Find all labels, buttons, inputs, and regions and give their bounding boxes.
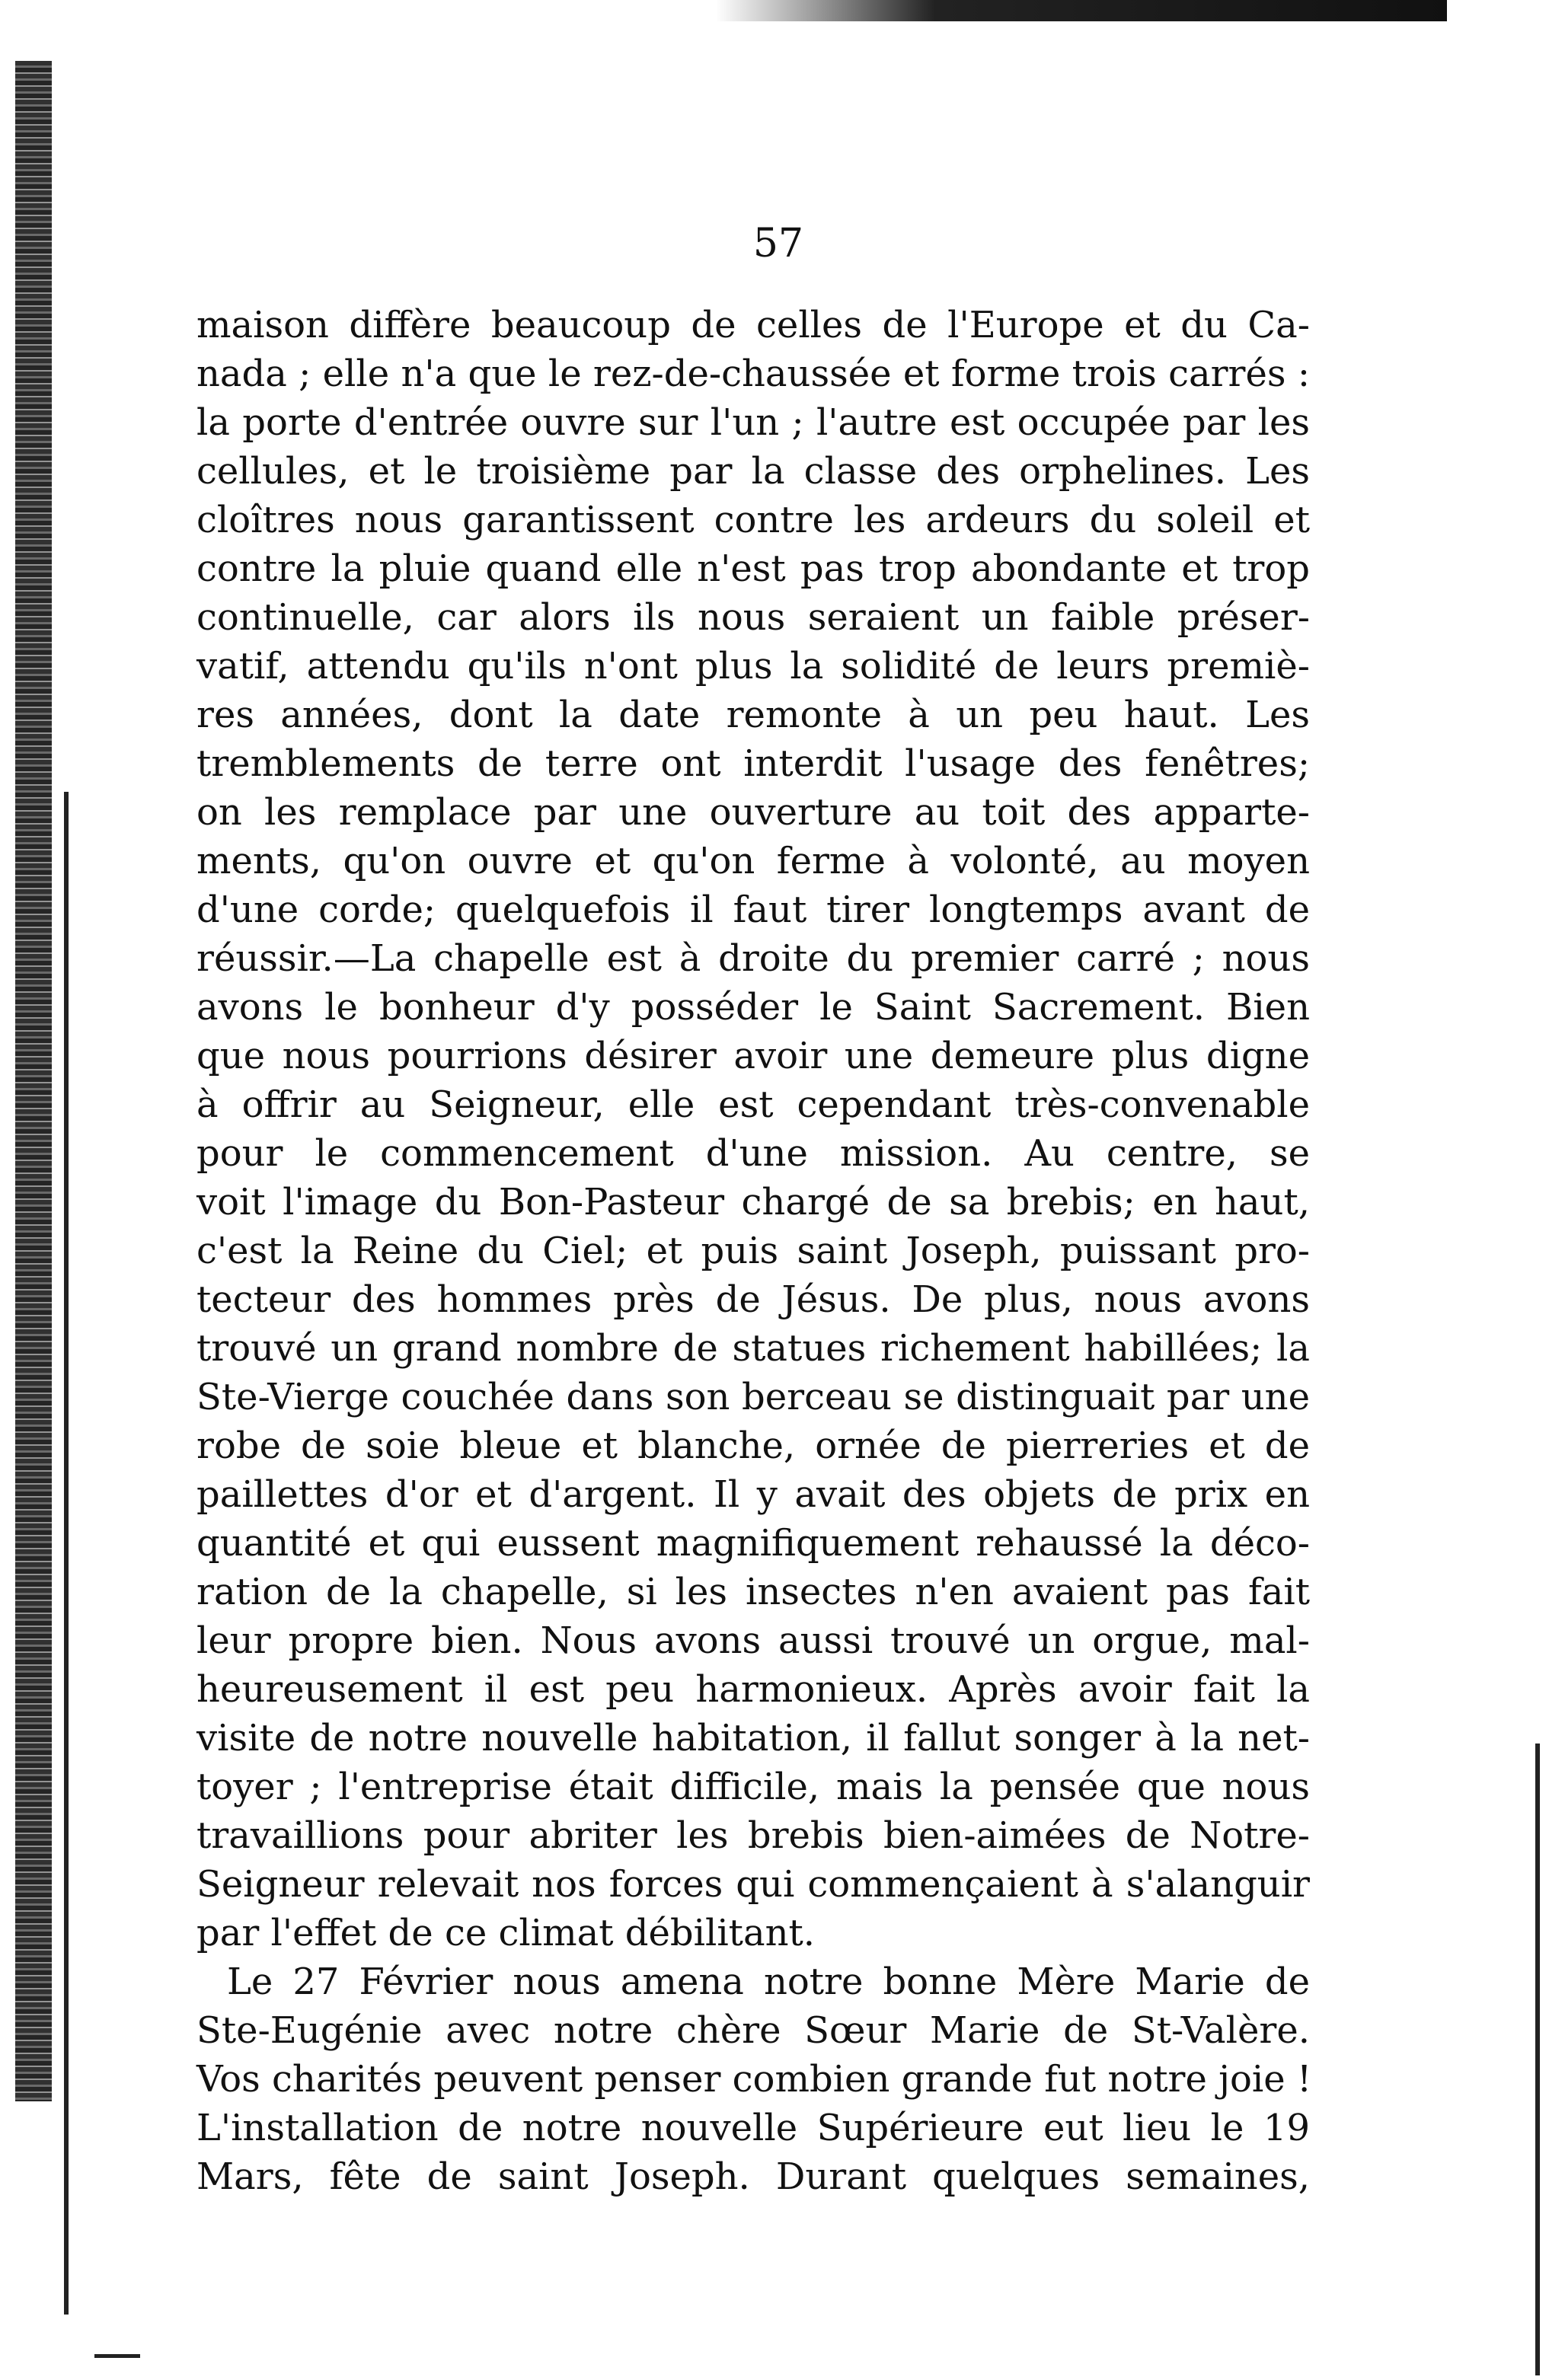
page-number: 57 [752, 221, 804, 266]
text-line: voit l'image du Bon-Pasteur chargé de sa brebis; en haut, [196, 1181, 1310, 1223]
text-line: cellules, et le troisième par la classe des orphelines. Les [196, 450, 1310, 493]
scan-artifact-left-edge [15, 61, 52, 2101]
text-line: quantité et qui eussent magnifiquement rehaussé la déco- [196, 1522, 1310, 1565]
scan-artifact-right-line [1535, 1744, 1540, 2375]
text-line: Mars, fête de saint Joseph. Durant quelques semaines, [196, 2155, 1310, 2198]
text-line: travaillions pour abriter les brebis bien-aimées de Notre- [196, 1814, 1310, 1857]
text-line: Seigneur relevait nos forces qui commençaient à s'alanguir [196, 1863, 1310, 1906]
text-line: que nous pourrions désirer avoir une demeure plus digne [196, 1035, 1310, 1077]
text-line: ments, qu'on ouvre et qu'on ferme à volonté, au moyen [196, 840, 1310, 882]
text-line: trouvé un grand nombre de statues richement habillées; la [196, 1327, 1310, 1370]
text-line: tecteur des hommes près de Jésus. De plus, nous avons [196, 1278, 1310, 1321]
text-line: réussir.—La chapelle est à droite du premier carré ; nous [196, 937, 1310, 980]
text-line: Ste-Vierge couchée dans son berceau se distinguait par une [196, 1376, 1310, 1418]
text-line: pour le commencement d'une mission. Au centre, se [196, 1132, 1310, 1175]
body-text [196, 301, 1310, 2201]
text-line: Ste-Eugénie avec notre chère Sœur Marie de St-Valère. [196, 2009, 1310, 2052]
text-line: res années, dont la date remonte à un peu haut. Les [196, 694, 1310, 736]
text-line: vatif, attendu qu'ils n'ont plus la solidité de leurs premiè- [196, 645, 1310, 688]
scan-artifact-foot-mark [94, 2354, 140, 2358]
text-line: ration de la chapelle, si les insectes n'en avaient pas fait [196, 1571, 1310, 1613]
text-line: heureusement il est peu harmonieux. Après avoir fait la [196, 1668, 1310, 1711]
text-line: visite de notre nouvelle habitation, il fallut songer à la net- [196, 1717, 1310, 1759]
text-line: cloîtres nous garantissent contre les ardeurs du soleil et [196, 499, 1310, 541]
text-line: avons le bonheur d'y posséder le Saint Sacrement. Bien [196, 986, 1310, 1029]
text-line: c'est la Reine du Ciel; et puis saint Joseph, puissant pro- [196, 1230, 1310, 1272]
text-line: la porte d'entrée ouvre sur l'un ; l'autre est occupée par les [196, 401, 1310, 444]
text-line-paragraph-end: par l'effet de ce climat débilitant. [196, 1912, 816, 1954]
text-line: robe de soie bleue et blanche, ornée de pierreries et de [196, 1424, 1310, 1467]
scan-artifact-top-bar [716, 0, 1447, 21]
text-line: Vos charités peuvent penser combien grande fut notre joie ! [196, 2058, 1312, 2101]
text-line: paillettes d'or et d'argent. Il y avait des objets de prix en [196, 1473, 1310, 1516]
text-line: toyer ; l'entreprise était difficile, mais la pensée que nous [196, 1766, 1310, 1808]
text-line: leur propre bien. Nous avons aussi trouvé un orgue, mal- [196, 1619, 1310, 1662]
text-line: L'installation de notre nouvelle Supérieure eut lieu le 19 [196, 2107, 1310, 2149]
text-line: d'une corde; quelquefois il faut tirer longtemps avant de [196, 889, 1310, 931]
scan-artifact-left-line [64, 792, 69, 2315]
text-line: continuelle, car alors ils nous seraient un faible préser- [196, 596, 1310, 639]
text-line: nada ; elle n'a que le rez-de-chaussée et forme trois carrés : [196, 353, 1310, 395]
text-line: on les remplace par une ouverture au toit des apparte- [196, 791, 1310, 834]
text-line: maison diffère beaucoup de celles de l'Europe et du Ca- [196, 304, 1310, 346]
text-line: contre la pluie quand elle n'est pas trop abondante et trop [196, 547, 1310, 590]
text-line-paragraph-start: Le 27 Février nous amena notre bonne Mère Marie de [227, 1960, 1310, 2003]
text-line: à offrir au Seigneur, elle est cependant très-convenable [196, 1083, 1310, 1126]
text-line: tremblements de terre ont interdit l'usage des fenêtres; [196, 742, 1310, 785]
